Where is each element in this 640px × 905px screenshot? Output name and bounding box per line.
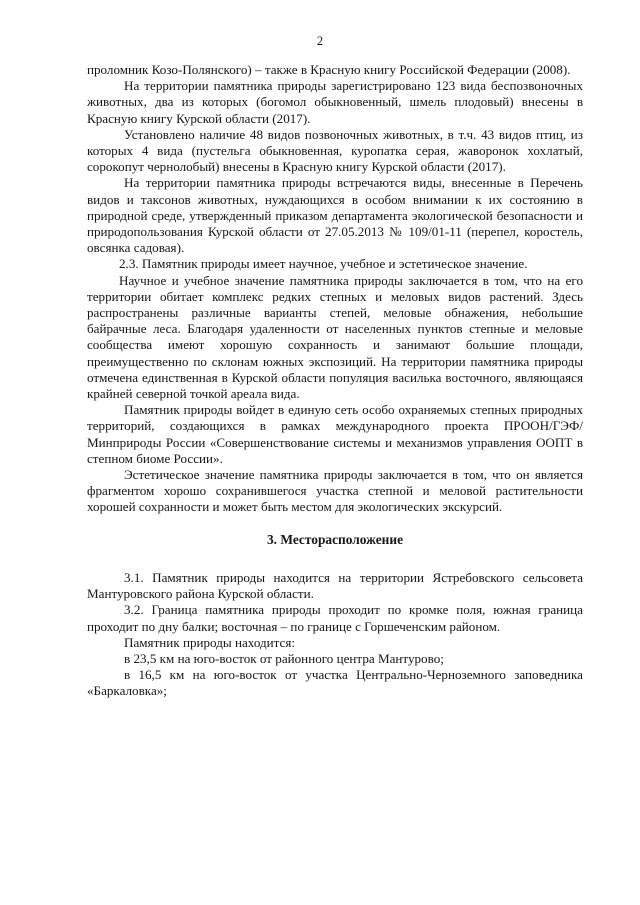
paragraph-section-3-1: 3.1. Памятник природы находится на территории Ястребовского сельсовета Мантуровского района Курской области. xyxy=(87,569,583,602)
section-heading-location: 3. Месторасположение xyxy=(266,531,404,547)
paragraph-aesthetic-value: Эстетическое значение памятника природы заключается в том, что он является фрагментом хорошо сохранившегося участка степной и меловой растительности хорошей сохранности и может быть местом для экологических экскурсий. xyxy=(87,467,583,515)
paragraph-distance-reserve: в 16,5 км на юго-восток от участка Центрально-Черноземного заповедника «Баркаловка»; xyxy=(87,667,583,699)
document-body xyxy=(87,62,583,700)
paragraph-red-book-rf: проломник Козо-Полянского) – также в Красную книгу Российской Федерации (2008). xyxy=(87,62,571,77)
paragraph-species-list: На территории памятника природы встречаются виды, внесенные в Перечень видов и таксонов животных, нуждающихся в особом внимании к их состоянию в природной среде, утвержденный приказом департамента экологической безопасности и природопользования Курской области от 27.05.2013 № 109/01-11 (перепел, коростель, овсянка садовая). xyxy=(87,175,583,256)
paragraph-located-intro: Памятник природы находится: xyxy=(124,634,296,650)
paragraph-scientific-value: Научное и учебное значение памятника природы заключается в том, что на его территории обитает комплекс редких степных и меловых видов растений. Здесь распространены различные варианты степей, меловые обнажения, небольшие байрачные леса. Благодаря удаленности от населенных пунктов степные и меловые сообщества имеют хорошую сохранность и занимают большие площади, преимущественно по склонам южных экспозиций. На территории памятника природы отмечена единственная в Курской области популяция василька восточного, являющаяся крайней северной точкой ареала вида. xyxy=(87,272,583,402)
paragraph-distance-manturovo: в 23,5 км на юго-восток от районного центра Мантурово; xyxy=(124,650,444,666)
paragraph-vertebrates: Установлено наличие 48 видов позвоночных животных, в т.ч. 43 видов птиц, из которых 4 вида (пустельга обыкновенная, куропатка серая, жаворонок хохлатый, сорокопут чернолобый) внесены в Красную книгу Курской области (2017). xyxy=(87,126,583,175)
paragraph-steppe-network: Памятник природы войдет в единую сеть особо охраняемых степных природных территорий, создающихся в рамках международного проекта ПРООН/ГЭФ/Минприроды России «Совершенствование системы и механизмов управления ООПТ в степном биоме России». xyxy=(87,402,583,466)
paragraph-invertebrates: На территории памятника природы зарегистрировано 123 вида беспозвоночных животных, два из которых (богомол обыкновенный, шмель плодовый) внесены в Красную книгу Курской области (2017). xyxy=(87,78,583,126)
page-number: 2 xyxy=(316,34,324,48)
paragraph-section-3-2: 3.2. Граница памятника природы проходит по кромке поля, южная граница проходит по дну балки; восточная – по границе с Горшеченским районом. xyxy=(87,602,583,634)
paragraph-section-2-3: 2.3. Памятник природы имеет научное, учебное и эстетическое значение. xyxy=(119,256,528,272)
